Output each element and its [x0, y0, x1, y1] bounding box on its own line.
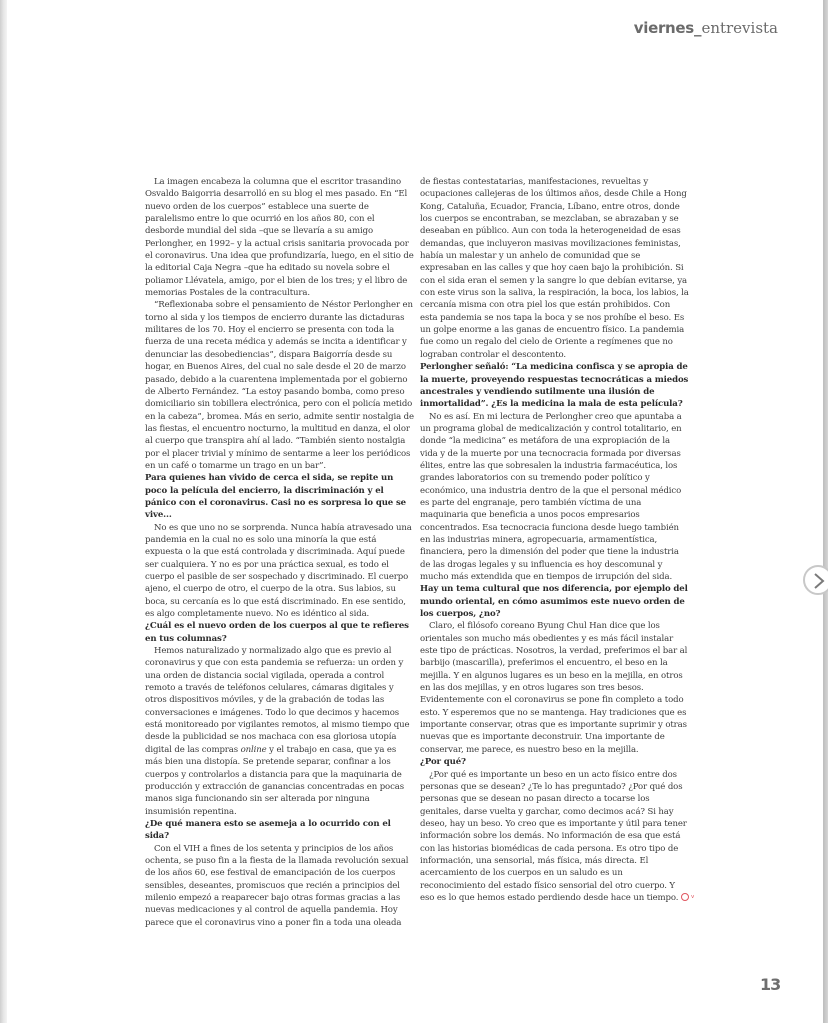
paragraph — [420, 769, 695, 905]
subsection-name: entrevista — [701, 19, 778, 37]
page-left-edge — [0, 0, 7, 1023]
paragraph-text: ¿Por qué es importante un beso en un acto físico entre dos personas que se desean? ¿Te lo has preguntado? ¿Por qué dos personas que se desean no pasan directo a tocarse los genitales, darse vuelta y garchar, como decimos acá? Si hay deseo, hay un beso. Yo creo que es importante y útil para tener información sobre los demás. No información de esa que está con las historias biomédicas de cada persona. Es otro tipo de información, una sensorial, más física, más directa. El acercamiento de los cuerpos en un saludo es un reconocimiento del estado físico sensorial del otro cuerpo. Y eso es lo que hemos estado perdiendo desde hace un tiempo. — [420, 769, 687, 903]
paragraph — [145, 645, 415, 818]
interview-question: ¿Por qué? — [420, 757, 466, 768]
article-left-column — [145, 176, 415, 929]
section-header — [634, 19, 778, 37]
next-page-button[interactable] — [803, 565, 828, 595]
paragraph-text: Hemos naturalizado y normalizado algo que es previo al coronavirus y que con esta pandemia se refuerza: un orden y una orden de distancia social vigilada, operada a control remoto a través de teléfonos celulares, cámaras digitales y otros dispositivos móviles, y de la grabación de todas las conversaciones e imágenes. Todo lo que decimos y hacemos está monitoreado por vigilantes remotos, al mismo tiempo que desde la publicidad se nos machaca con esa gloriosa utopía digital de las compras — [145, 646, 410, 755]
section-separator: _ — [693, 19, 702, 37]
paragraph: “Reflexionaba sobre el pensamiento de Néstor Perlongher en torno al sida y los tiempos de encierro durante las dictaduras militares de los 70. Hoy el encierro se presenta con toda la fuerza de una receta médica y además se incita a identificar y denunciar las desobediencias”, dispara Baigorría desde su hogar, en Buenos Aires, del cual no sale desde el 20 de marzo pasado, debido a la cuarentena implementada por el gobierno de Alberto Fernández. “La estoy pasando bomba, como preso domiciliario sin tobillera electrónica, pero con el policía metido en la cabeza”, bromea. Más en serio, admite sentir nostalgia de las fiestas, el encuentro nocturno, la multitud en danza, el olor al cuerpo que transpira ahí al lado. “También siento nostalgia por el placer trivial y mínimo de sentarme a leer los periódicos en un café o tomarme un trago en un bar”. — [145, 300, 414, 471]
paragraph: La imagen encabeza la columna que el escritor trasandino Osvaldo Baigorria desarrolló en su blog el mes pasado. En “El nuevo orden de los cuerpos” establece una suerte de paralelismo entre lo que ocurrió en los años 80, con el desborde mundial del sida –que se llevaría a su amigo Perlongher, en 1992– y la actual crisis sanitaria provocada por el coronavirus. Una idea que profundizaría, luego, en el sitio de la editorial Caja Negra –que ha editado su novela sobre el poliamor Llévatela, amigo, por el bien de los tres; y el libro de memorias Postales de la contracultura. — [145, 177, 414, 299]
chevron-right-icon — [813, 573, 825, 589]
section-name: viernes — [633, 19, 694, 37]
interview-question: Hay un tema cultural que nos diferencia, por ejemplo del mundo oriental, en cómo asumimos este nuevo orden de los cuerpos, ¿no? — [420, 584, 688, 620]
page-number: 13 — [760, 975, 781, 994]
page-right-edge — [823, 0, 828, 1023]
interview-question: Perlongher señaló: “La medicina confisca y se apropia de la muerte, proveyendo respuestas tecnocráticas a miedos ancestrales y vendiendo sutilmente una ilusión de inmortalidad”. ¿Es la medicina la mala de esta película? — [420, 362, 689, 410]
end-of-article-icon: v — [681, 893, 689, 901]
article-right-column — [420, 176, 695, 904]
paragraph: Con el VIH a fines de los setenta y principios de los años ochenta, se puso fin a la fiesta de la llamada revolución sexual de los años 60, ese festival de emancipación de los cuerpos sensibles, deseantes, promiscuos que recién a principios del milenio empezó a reaparecer bajo otras formas gracias a las nuevas medicaciones y al control de aquella pandemia. Hoy parece que el coronavirus vino a poner fin a toda una oleada — [145, 843, 409, 928]
paragraph: No es que uno no se sorprenda. Nunca había atravesado una pandemia en la cual no es solo una minoría la que está expuesta o la que está controlada y discriminada. Aquí puede ser cualquiera. Y no es por una práctica sexual, es todo el cuerpo el pasible de ser sospechado y discriminado. El cuerpo ajeno, el cuerpo de otro, el cuerpo de la otra. Sus labios, su boca, su cercanía es lo que está discriminado. En ese sentido, es algo completamente nuevo. No es idéntico al sida. — [145, 522, 412, 620]
interview-question: ¿Cuál es el nuevo orden de los cuerpos al que te refieres en tus columnas? — [145, 621, 409, 644]
interview-question: ¿De qué manera esto se asemeja a lo ocurrido con el sida? — [145, 818, 391, 842]
paragraph-text: y el trabajo en casa, que ya es más bien una distopía. Se pretende separar, confinar a los cuerpos y controlarlos a distancia para que la maquinaria de producción y extracción de ganancias concentradas en pocas manos siga funcionando sin ser alterada por ninguna insumisión repentina. — [145, 744, 404, 817]
interview-question: Para quienes han vivido de cerca el sida, se repite un poco la película del encierro, la discriminación y el pánico con el coronavirus. Casi no es sorpresa lo que se vive... — [145, 473, 406, 521]
paragraph: Claro, el filósofo coreano Byung Chul Han dice que los orientales son mucho más obedientes y es más fácil instalar este tipo de prácticas. Nosotros, la verdad, preferimos el bar al barbijo (mascarilla), preferimos el encuentro, el beso en la mejilla. Y en algunos lugares es un beso en la mejilla, en otros en las dos mejillas, y en otros lugares son tres besos. Evidentemente con el coronavirus se pone fin completo a todo esto. Y esperemos que no se mantenga. Hay tradiciones que es importante conservar, otras que es importante suprimir y otras nuevas que es importante deconstruir. Una importante de conservar, me parece, es nuestro beso en la mejilla. — [420, 621, 688, 755]
italic-term: online — [240, 744, 267, 755]
paragraph-continuation: de fiestas contestatarias, manifestaciones, revueltas y ocupaciones callejeras de los últimos años, desde Chile a Hong Kong, Cataluña, Ecuador, Francia, Líbano, entre otros, donde los cuerpos se encontraban, se mezclaban, se abrazaban y se deseaban en público. Aun con toda la heterogeneidad de esas demandas, que incluyeron masivas movilizaciones feministas, había un malestar y un anhelo de comunidad que se expresaban en las calles y que hoy caen bajo la prohibición. Si con el sida eran el semen y la sangre lo que debían evitarse, ya con este virus son la saliva, la respiración, la boca, los labios, la cercanía misma con otra piel los que están prohibidos. Con esta pandemia se nos tapa la boca y se nos prohíbe el beso. Es un golpe enorme a las ganas de encuentro físico. La pandemia fue como un regalo del cielo de Oriente a regímenes que no lograban controlar el descontento. — [420, 177, 689, 360]
paragraph: No es así. En mi lectura de Perlongher creo que apuntaba a un programa global de medicalización y control totalitario, en donde “la medicina” es metáfora de una expropiación de la vida y de la muerte por una tecnocracia formada por diversas élites, entre las que sobresalen la industria farmacéutica, los grandes laboratorios con su tremendo poder político y económico, una industria dentro de la que el personal médico es parte del engranaje, pero también víctima de una maquinaria que beneficia a unos pocos empresarios concentrados. Esa tecnocracia funciona desde luego también en las industrias minera, agropecuaria, armamentística, financiera, pero la dimensión del poder que tiene la industria de las drogas legales y su influencia es hoy descomunal y mucho más extendida que en tiempos de irrupción del sida. — [420, 411, 682, 582]
